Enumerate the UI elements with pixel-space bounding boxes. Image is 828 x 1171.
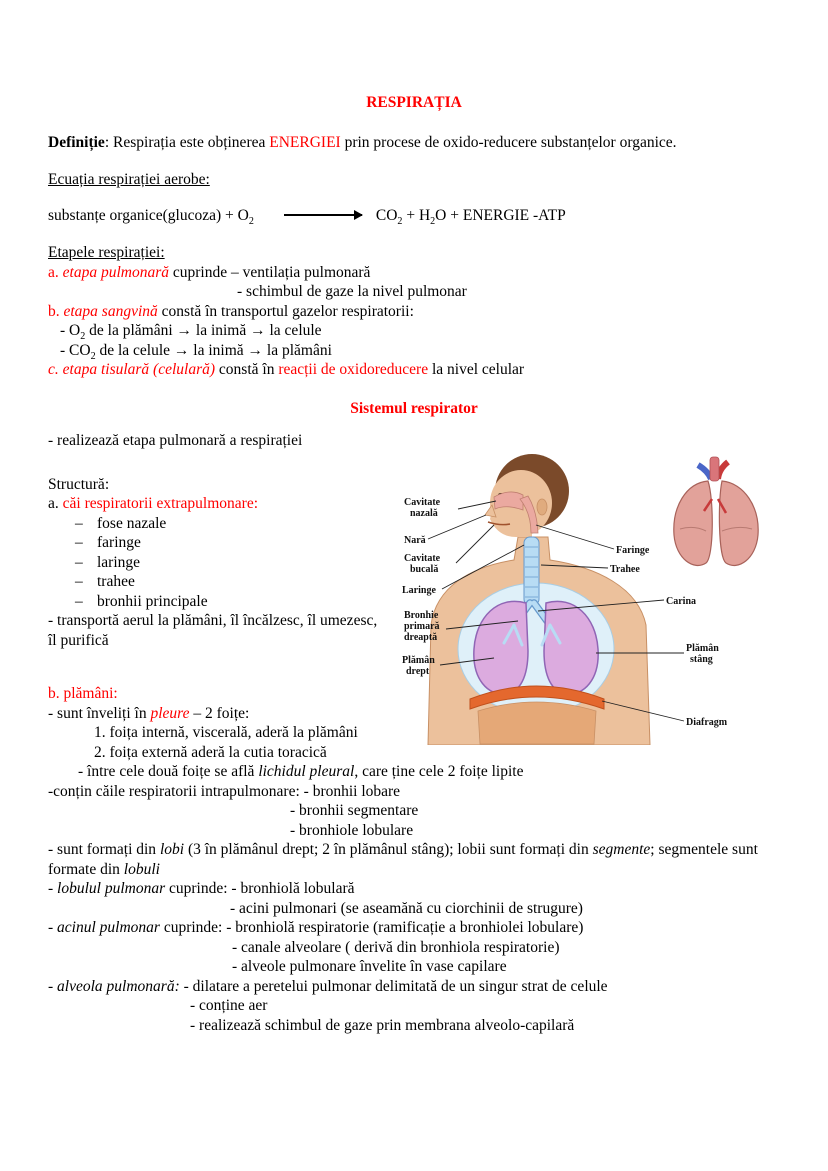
system-intro: - realizează etapa pulmonară a respirației — [48, 432, 303, 449]
stage-b-co2-line — [60, 341, 780, 361]
stage-b-term: etapa sangvină — [63, 302, 158, 320]
stage-c-line — [48, 360, 780, 380]
lichid-term: lichidul pleural — [258, 763, 355, 780]
stage-a-continuation: - schimbul de gaze la nivel pulmonar — [237, 283, 467, 300]
definition-text: : Respirația este obținerea — [104, 133, 270, 151]
stage-c-tail: la nivel celular — [428, 361, 525, 378]
bullet-dash-icon: – — [75, 573, 83, 590]
stage-b-prefix: b. — [48, 302, 64, 320]
foita-interna-line: 1. foița internă, viscerală, aderă la plămâni — [94, 724, 358, 741]
stage-b-rest: constă în transportul gazelor respiratorii: — [157, 302, 414, 320]
mini-left-lobe — [674, 481, 712, 565]
bullet-label: fose nazale — [97, 514, 167, 532]
stages-heading — [48, 243, 780, 263]
pleura-pre: - sunt înveliți în — [48, 704, 151, 722]
label-cavitate-bucala-1: Cavitate — [404, 552, 441, 564]
definition-label: Definiție — [48, 133, 105, 151]
o2-subscript: 2 — [80, 331, 86, 343]
label-cavitate-bucala-2: bucală — [410, 563, 439, 575]
lungs-heading: b. plămâni: — [48, 685, 118, 702]
transport-line: - transportă aerul la plămâni, îl încălzesc, îl umezesc, îl purifică — [48, 612, 378, 649]
equation-heading-text: Ecuația respirației aerobe: — [48, 171, 210, 188]
definition-highlight: ENERGIEI — [269, 133, 341, 151]
label-nara: Nară — [404, 534, 426, 546]
alveola-line — [48, 977, 780, 997]
pleura-post: – 2 foițe: — [189, 704, 250, 722]
co2-base: - CO — [60, 341, 91, 359]
definition-line — [48, 133, 780, 153]
equation-right-tail: O + ENERGIE -ATP — [435, 206, 566, 224]
acin-post: cuprinde: - bronhiolă respiratorie (ramificație a bronhiolei lobulare) — [159, 919, 584, 936]
alveola-post: - dilatare a peretelui pulmonar delimitată de un singur strat de celule — [179, 977, 608, 995]
bullet-dash-icon: – — [75, 553, 83, 571]
mini-lungs-illustration — [674, 457, 758, 565]
stage-a-line — [48, 263, 780, 283]
bullet-dash-icon: – — [75, 514, 83, 532]
stage-b-line — [48, 302, 780, 322]
stage-c-term: etapa tisulară (celulară) — [62, 361, 216, 378]
alveola-term: alveola pulmonară: — [57, 977, 180, 995]
lobi-line — [48, 840, 780, 879]
bullet-label: laringe — [97, 553, 141, 571]
structure-label: Structură: — [48, 475, 110, 493]
extrapulmonary-term: căi respiratorii extrapulmonare: — [62, 495, 259, 512]
equation-left-subscript: 2 — [248, 215, 254, 227]
lichid-pre: - între cele două foițe se află — [78, 763, 259, 780]
intrapulmonary-cont-1: - bronhii segmentare — [290, 802, 419, 819]
lobi-term-3: lobuli — [123, 860, 160, 878]
stage-c-mid: constă în — [215, 361, 279, 378]
extrapulmonary-prefix: a. — [48, 495, 63, 512]
lobi-seg-3: ; segmentele sunt formate din — [48, 841, 758, 878]
lobi-seg-1: - sunt formați din — [48, 841, 160, 858]
acin-cont-2: - alveole pulmonare învelite în vase capilare — [232, 958, 507, 975]
lobul-term: lobulul pulmonar — [57, 880, 166, 897]
ear-icon — [537, 499, 547, 515]
acin-term: acinul pulmonar — [57, 919, 160, 936]
stage-c-prefix: c. — [48, 361, 63, 378]
label-cavitate-nazala-1: Cavitate — [404, 496, 441, 508]
definition-tail: prin procese de oxido-reducere substanțelor organice. — [340, 133, 677, 151]
label-plaman-stang-2: stâng — [690, 653, 713, 665]
co2-rest: de la celule → la inimă → la plămâni — [95, 341, 332, 359]
alveola-cont-1: - conține aer — [190, 997, 268, 1014]
label-carina: Carina — [666, 595, 696, 607]
equation-co-subscript: 2 — [397, 215, 403, 227]
respiratory-diagram — [398, 453, 780, 745]
label-cavitate-nazala-2: nazală — [410, 507, 438, 519]
equation-right-co: CO — [375, 206, 398, 224]
bullet-label: trahee — [97, 573, 135, 590]
acin-pre: - — [48, 919, 58, 936]
lobul-line — [48, 879, 780, 899]
stage-b-o2-line — [60, 321, 780, 341]
foita-externa-line: 2. foița externă aderă la cutia toracică — [94, 743, 327, 761]
mini-right-lobe — [719, 481, 758, 565]
bullet-dash-icon: – — [75, 534, 83, 551]
pleura-term: pleure — [150, 704, 190, 722]
o2-rest: de la plămâni → la inimă → la celule — [85, 322, 322, 339]
label-plaman-drept-2: drept — [406, 665, 430, 677]
acin-cont-1: - canale alveolare ( derivă din bronhiola respiratorie) — [232, 938, 560, 956]
bullet-dash-icon: – — [75, 592, 83, 610]
lobi-seg-2: (3 în plămânul drept; 2 în plămânul stâng); lobii sunt formați din — [184, 841, 593, 858]
lobul-post: cuprinde: - bronhiolă lobulară — [165, 880, 355, 897]
label-bronhie-1: Bronhie — [404, 609, 439, 621]
intrapulmonary-line: -conțin căile respiratorii intrapulmonare: - bronhii lobare — [48, 782, 401, 800]
stage-c-highlight: reacții de oxidoreducere — [278, 361, 429, 378]
alveola-cont-2: - realizează schimbul de gaze prin membrana alveolo-capilară — [190, 1016, 575, 1034]
co2-subscript: 2 — [90, 350, 96, 362]
lichid-pleural-line — [78, 762, 780, 782]
equation-heading — [48, 170, 780, 190]
system-heading: Sistemul respirator — [350, 399, 478, 417]
bullet-label: bronhii principale — [97, 592, 208, 610]
mini-blue-vessel — [698, 465, 711, 479]
lobul-pre: - — [48, 880, 58, 897]
label-laringe: Laringe — [402, 584, 436, 596]
equation-line — [48, 206, 780, 226]
stage-a-prefix: a. — [48, 263, 63, 281]
page-title: RESPIRAȚIA — [366, 94, 462, 111]
o2-base: - O — [60, 322, 81, 339]
acin-line — [48, 918, 780, 938]
bullet-label: faringe — [97, 534, 141, 551]
mini-trachea — [710, 457, 719, 481]
label-faringe: Faringe — [616, 544, 650, 556]
mini-red-vessel — [718, 462, 728, 479]
intrapulmonary-cont-2: - bronhiole lobulare — [290, 821, 414, 839]
respiratory-diagram-svg — [398, 453, 780, 745]
equation-left: substanțe organice(glucoza) + O — [48, 206, 249, 224]
lobi-term-1: lobi — [159, 841, 185, 858]
lichid-post: , care ține cele 2 foițe lipite — [354, 763, 524, 780]
alveola-pre: - — [48, 977, 58, 995]
right-arrow-icon — [284, 214, 362, 216]
label-bronhie-2: primară — [404, 620, 440, 632]
stages-heading-text: Etapele respirației: — [48, 244, 165, 261]
abdomen — [478, 702, 596, 744]
lobi-term-2: segmente — [592, 841, 651, 858]
equation-h-subscript: 2 — [430, 215, 436, 227]
lobul-cont: - acini pulmonari (se aseamănă cu ciorchinii de strugure) — [230, 899, 583, 917]
label-diafragm: Diafragm — [686, 716, 728, 728]
stage-a-term: etapa pulmonară — [62, 263, 169, 281]
stage-a-rest: cuprinde – ventilația pulmonară — [168, 263, 371, 281]
equation-right-h: + H — [402, 206, 431, 224]
label-bronhie-3: dreaptă — [404, 631, 438, 643]
label-plaman-drept-1: Plămân — [402, 654, 435, 666]
label-trahee: Trahee — [610, 563, 640, 575]
label-plaman-stang-1: Plămân — [686, 642, 719, 654]
